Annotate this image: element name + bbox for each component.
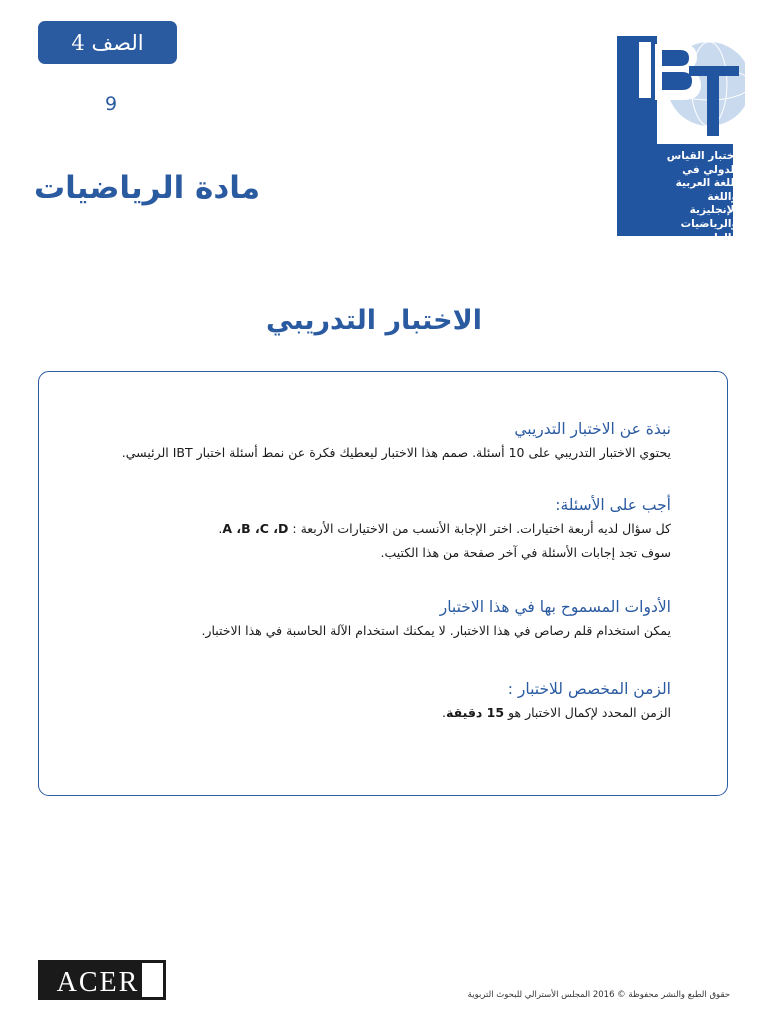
logo-line: اختبار القياس (666, 150, 738, 162)
section-tools (201, 598, 671, 645)
section-text: يحتوي الاختبار التدريبي على 10 أسئلة. صمم هذا الاختبار ليعطيك فكرة عن نمط أسئلة اختبار IBT الرئيسي. (121, 445, 671, 460)
text-prefix: الزمن المحدد لإكمال الاختبار هو (508, 705, 671, 720)
subject-title: مادة الرياضيات (34, 170, 261, 206)
instructions-box (38, 371, 728, 796)
section-heading: نبذة عن الاختبار التدريبي (514, 420, 671, 438)
text-suffix: . (218, 521, 223, 536)
time-limit: 15 دقيقة (446, 705, 505, 720)
acer-logo-text: ACER (56, 967, 140, 998)
text-suffix: . (442, 705, 447, 720)
acer-logo (38, 960, 166, 1000)
section-text (442, 703, 671, 723)
copyright-notice: حقوق الطبع والنشر محفوظة © 2016 المجلس الأسترالي للبحوث التربوية (467, 990, 730, 1000)
page-number: 9 (104, 93, 118, 115)
logo-line: والعلوم (699, 231, 738, 244)
section-text (218, 519, 671, 539)
section-about (122, 420, 671, 467)
logo-line: والرياضيات (680, 217, 738, 230)
section-heading: الأدوات المسموح بها في هذا الاختبار (439, 598, 671, 616)
logo-line: الدولي في (682, 163, 738, 176)
section-time (442, 680, 671, 727)
section-text: يمكن استخدام قلم رصاص في هذا الاختبار. لا يمكنك استخدام الآلة الحاسبة في هذا الاختبار. (201, 623, 671, 638)
choice-letters: A ،B ،C ،D (222, 521, 289, 536)
grade-label: الصف 4 (71, 30, 144, 55)
logo-caption (660, 150, 738, 245)
grade-badge (38, 21, 177, 64)
section-answer (218, 496, 671, 567)
text-prefix: كل سؤال لديه أربعة اختيارات. اختر الإجابة الأنسب من الاختيارات الأربعة : (292, 521, 671, 536)
section-text: سوف تجد إجابات الأسئلة في آخر صفحة من هذا الكتيب. (380, 545, 671, 560)
section-heading: الزمن المخصص للاختبار : (507, 680, 671, 698)
logo-line: واللغة الإنجليزية (689, 190, 738, 217)
practice-test-title: الاختبار التدريبي (266, 305, 482, 336)
section-heading: أجب على الأسئلة: (555, 496, 671, 514)
logo-line: اللغة العربية (675, 177, 738, 190)
